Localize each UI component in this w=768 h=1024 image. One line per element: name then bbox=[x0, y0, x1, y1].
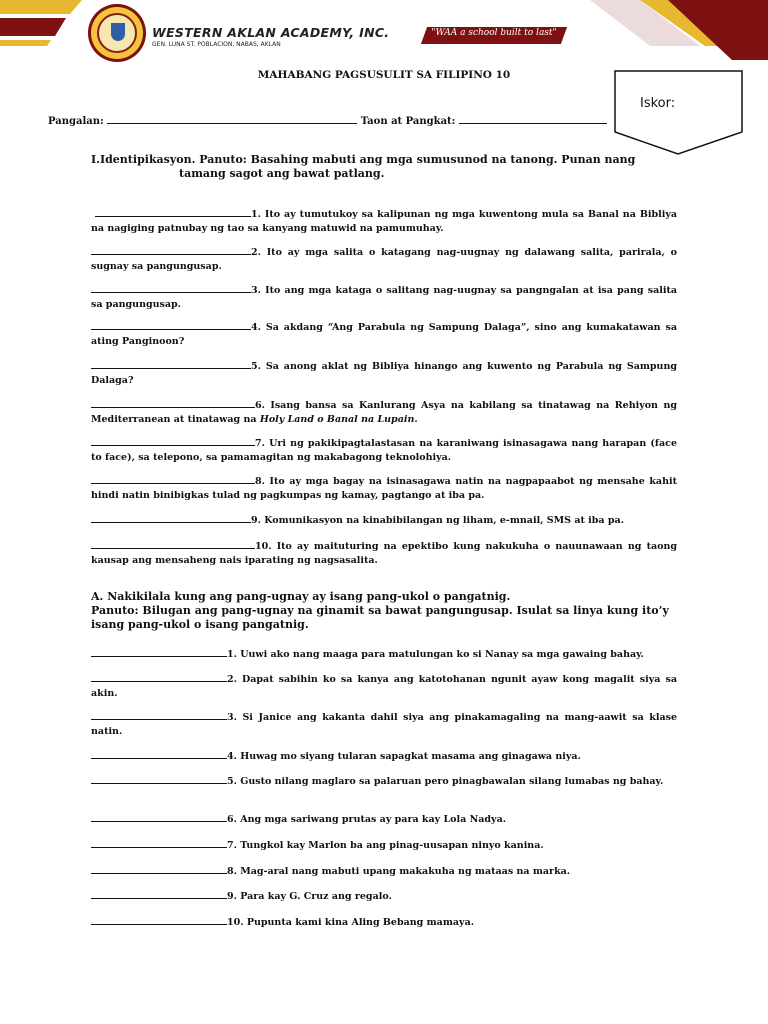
question-item: 5. Sa anong aklat ng Bibliya hinango ang kuwento ng Parabula ng Sampung Dalaga? bbox=[91, 361, 677, 386]
section-a-heading bbox=[91, 590, 691, 632]
answer-blank[interactable] bbox=[91, 359, 251, 369]
name-blank[interactable] bbox=[107, 114, 357, 124]
answer-blank[interactable] bbox=[91, 647, 227, 657]
answer-blank[interactable] bbox=[91, 245, 251, 255]
question-item: 1. Uuwi ako nang maaga para matulungan ko si Nanay sa mga gawaing bahay. bbox=[91, 647, 677, 662]
score-box bbox=[614, 70, 744, 156]
school-motto: "WAA a school built to last" bbox=[431, 28, 557, 38]
answer-blank[interactable] bbox=[91, 513, 251, 523]
section-heading-line: tamang sagot ang bawat patlang. bbox=[179, 167, 385, 180]
question-item: 4. Sa akdang “Ang Parabula ng Sampung Dalaga”, sino ang kumakatawan sa ating Panginoon? bbox=[91, 322, 677, 347]
answer-blank[interactable] bbox=[91, 398, 255, 408]
student-info-line bbox=[48, 114, 607, 127]
letterhead bbox=[0, 0, 768, 60]
question-item: 6. Isang bansa sa Kanlurang Asya na kabilang sa tinatawag na Rehiyon ng Mediterranean at tinatawag na Holy Land o Banal na Lupain. bbox=[91, 400, 677, 425]
question-item: 3. Si Janice ang kakanta dahil siya ang pinakamagaling na mang-aawit sa klase natin. bbox=[91, 712, 677, 737]
question-item: 8. Ito ay mga bagay na isinasagawa natin na nagpapaabot ng mensahe kahit hindi natin binibigkas tulad ng pagkumpas ng kamay, pagtango at iba pa. bbox=[91, 476, 677, 501]
answer-blank[interactable] bbox=[91, 812, 227, 822]
school-name: WESTERN AKLAN ACADEMY, INC. bbox=[152, 25, 390, 40]
question-item: 7. Uri ng pakikipagtalastasan na karaniwang isinasagawa nang harapan (face to face), sa telepono, sa pamamagitan ng makabagong teknolohiya. bbox=[91, 438, 677, 463]
question-item: 8. Mag-aral nang mabuti upang makakuha ng mataas na marka. bbox=[91, 864, 677, 879]
answer-blank[interactable] bbox=[91, 672, 227, 682]
section-heading-line: Panuto: Bilugan ang pang-ugnay na ginamit sa bawat pangungusap. Isulat sa linya kung ito’y bbox=[91, 604, 669, 617]
answer-blank[interactable] bbox=[91, 749, 227, 759]
grade-blank[interactable] bbox=[459, 114, 607, 124]
answer-blank[interactable] bbox=[91, 710, 227, 720]
question-item: 6. Ang mga sariwang prutas ay para kay Lola Nadya. bbox=[91, 812, 677, 827]
answer-blank[interactable] bbox=[91, 915, 227, 925]
answer-blank[interactable] bbox=[91, 889, 227, 899]
answer-blank[interactable] bbox=[91, 864, 227, 874]
section-heading-line: A. Nakikilala kung ang pang-ugnay ay isang pang-ukol o pangatnig. bbox=[91, 590, 511, 603]
section-heading-line: isang pang-ukol o isang pangatnig. bbox=[91, 618, 309, 631]
question-item: 7. Tungkol kay Marlon ba ang pinag-uusapan ninyo kanina. bbox=[91, 838, 677, 853]
question-item: 10. Ito ay maituturing na epektibo kung nakukuha o nauunawaan ng taong kausap ang mensaheng nais iparating ng nagsasalita. bbox=[91, 541, 677, 566]
exam-title: MAHABANG PAGSUSULIT SA FILIPINO 10 bbox=[257, 69, 511, 81]
question-item: 5. Gusto nilang maglaro sa palaruan pero pinagbawalan silang lumabas ng bahay. bbox=[91, 774, 677, 789]
answer-blank[interactable] bbox=[91, 539, 255, 549]
answer-blank[interactable] bbox=[91, 774, 227, 784]
score-label: Iskor: bbox=[640, 96, 676, 111]
answer-blank[interactable] bbox=[91, 474, 255, 484]
answer-blank[interactable] bbox=[91, 436, 255, 446]
school-address: GEN. LUNA ST. POBLACION, NABAS, AKLAN bbox=[152, 41, 281, 48]
question-item: 1. Ito ay tumutukoy sa kalipunan ng mga kuwentong mula sa Banal na Bibliya na nagiging patnubay ng tao sa kanyang matuwid na pamumuhay. bbox=[91, 209, 677, 234]
question-item: 2. Ito ay mga salita o katagang nag-uugnay ng dalawang salita, parirala, o sugnay sa pangungusap. bbox=[91, 247, 677, 272]
grade-label: Taon at Pangkat: bbox=[360, 116, 456, 127]
question-item: 2. Dapat sabihin ko sa kanya ang katotohanan ngunit ayaw kong magalit siya sa akin. bbox=[91, 674, 677, 699]
section-identification-heading bbox=[91, 153, 651, 181]
question-item: 9. Komunikasyon na kinabibilangan ng liham, e-mnail, SMS at iba pa. bbox=[91, 513, 677, 528]
answer-blank[interactable] bbox=[95, 207, 251, 217]
question-item: 4. Huwag mo siyang tularan sapagkat masama ang ginagawa niya. bbox=[91, 749, 677, 764]
answer-blank[interactable] bbox=[91, 838, 227, 848]
section-heading-line: I.Identipikasyon. Panuto: Basahing mabuti ang mga sumusunod na tanong. Punan nang bbox=[91, 153, 636, 166]
question-item: 9. Para kay G. Cruz ang regalo. bbox=[91, 889, 677, 904]
question-item: 3. Ito ang mga kataga o salitang nag-uugnay sa pangngalan at isa pang salita sa pangungusap. bbox=[91, 285, 677, 310]
question-item: 10. Pupunta kami kina Aling Bebang mamaya. bbox=[91, 915, 677, 930]
name-label: Pangalan: bbox=[48, 116, 104, 127]
school-logo bbox=[88, 4, 146, 62]
answer-blank[interactable] bbox=[91, 283, 251, 293]
answer-blank[interactable] bbox=[91, 320, 251, 330]
